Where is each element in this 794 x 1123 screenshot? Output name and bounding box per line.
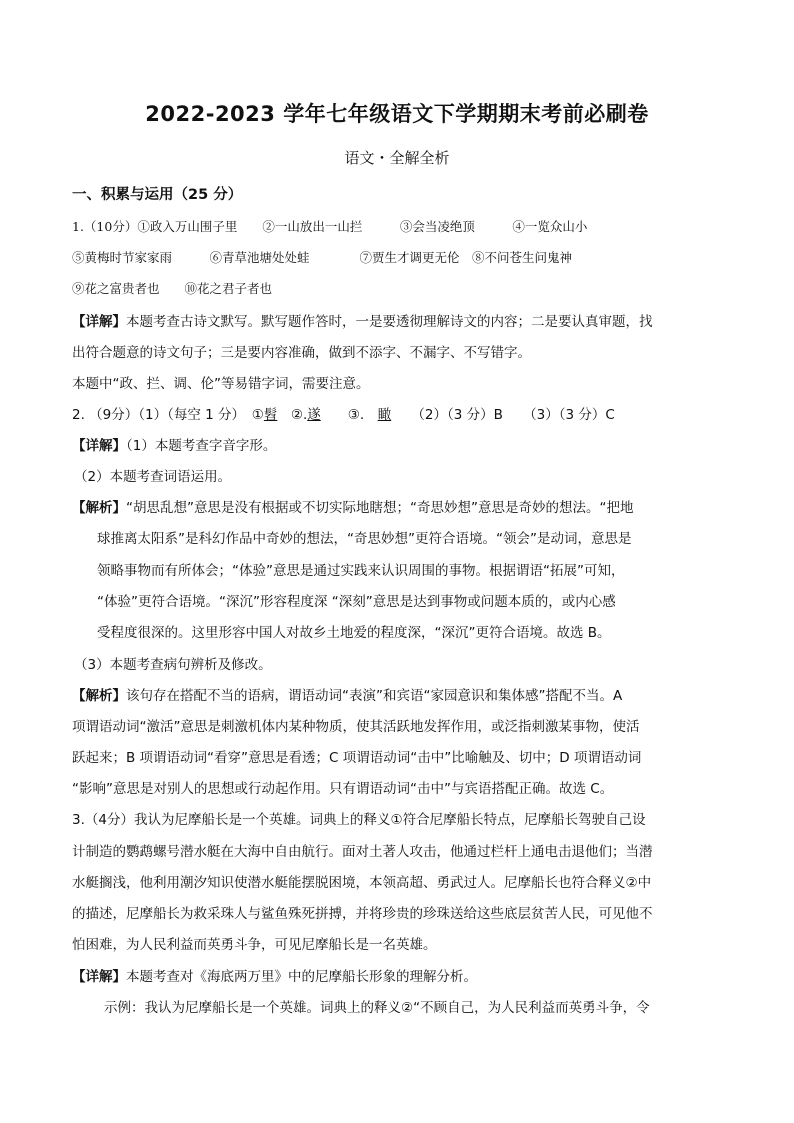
q3-answer-line-4: 的描述，尼摩船长为救采珠人与鲨鱼殊死拼搏，并将珍贵的珍珠送给这些底层贫苦人民，可见他不 <box>72 906 653 922</box>
q2-analysis2-line-3: 跃起来；B 项谓语动词“看穿”意思是看透；C 项谓语动词“击中”比喻触及、切中；D 项谓语动词 <box>72 750 642 766</box>
detail-text: 本题考查对《海底两万里》中的尼摩船长形象的理解分析。 <box>126 969 477 985</box>
q3-answer-line-3: 水艇搁浅，他利用潮汐知识使潜水艇能摆脱困境，本领高超、勇武过人。尼摩船长也符合释义②中 <box>72 875 652 891</box>
q3-answer-line-1: 3.（4分）我认为尼摩船长是一个英雄。词典上的释义①符合尼摩船长特点，尼摩船长驾驶自己设 <box>72 812 646 828</box>
q1-detail-line-1 <box>72 310 732 330</box>
q2-answer-2: 遂 <box>307 407 321 423</box>
page-title: 2022-2023 学年七年级语文下学期期末考前必刷卷 <box>145 102 649 126</box>
q2-answer-3: 瞰 <box>377 407 392 423</box>
q2-answer-1: 髫 <box>263 407 278 423</box>
analysis-text: “胡思乱想”意思是没有根据或不切实际地瞎想；“奇思妙想”意思是奇妙的想法。“把地 <box>126 500 634 516</box>
q2-suffix: （2）（3 分）B （3）（3 分）C <box>391 407 615 423</box>
q2-analysis2-line-2: 项谓语动词“激活”意思是刺激机体内某种物质，使其活跃地发挥作用，或泛指刺激某事物，使活 <box>72 719 640 735</box>
q2-detail-line-1 <box>72 434 732 454</box>
q2-analysis-line-4: “体验”更符合语境。“深沉”形容程度深 “深刻”意思是达到事物或问题本质的，或内心感 <box>97 594 616 610</box>
q2-analysis-line-2: 球推离太阳系”是科幻作品中奇妙的想法，“奇思妙想”更符合语境。“领会”是动词，意思是 <box>97 531 632 547</box>
q1-detail-line-2: 出符合题意的诗文句子；三是要内容准确，做到不添字、不漏字、不写错字。 <box>72 345 531 361</box>
q3-example-line: 示例：我认为尼摩船长是一个英雄。词典上的释义②“不顾自己，为人民利益而英勇斗争，令 <box>104 1000 650 1016</box>
q2-analysis2-line-4: “影响”意思是对别人的思想或行动起作用。只有谓语动词“击中”与宾语搭配正确。故选 C。 <box>72 781 614 797</box>
detail-tag: 【详解】 <box>72 438 126 454</box>
q1-answer-row-3: ⑨花之富贵者也 ⑩花之君子者也 <box>72 281 273 296</box>
detail-tag: 【详解】 <box>72 969 126 985</box>
q2-analysis-line-1 <box>72 496 732 516</box>
page-subtitle: 语文・全解全析 <box>344 149 450 167</box>
analysis-text: 该句存在搭配不当的语病，谓语动词“表演”和宾语“家园意识和集体感”搭配不当。A <box>126 688 623 704</box>
detail-text: （1）本题考查字音字形。 <box>126 438 277 454</box>
q2-analysis-line-5: 受程度很深的。这里形容中国人对故乡土地爱的程度深，“深沉”更符合语境。故选 B。 <box>97 625 611 641</box>
q2-detail-line-2: （2）本题考查词语运用。 <box>74 469 232 485</box>
detail-tag: 【详解】 <box>72 314 126 330</box>
section-heading: 一、积累与运用（25 分） <box>72 187 243 203</box>
q2-answer-row <box>72 403 732 423</box>
q3-answer-line-5: 怕困难，为人民利益而英勇斗争，可见尼摩船长是一名英雄。 <box>72 937 437 953</box>
analysis-tag: 【解析】 <box>72 500 126 516</box>
q2-sep-1: ②. <box>277 407 308 423</box>
q2-prefix: 2. （9分）（1）（每空 1 分） ① <box>72 407 264 423</box>
q1-answer-row-1: 1.（10分）①政入万山围子里 ②一山放出一山拦 ③会当凌绝顶 ④一览众山小 <box>72 219 588 234</box>
detail-text: 本题考查古诗文默写。默写题作答时，一是要透彻理解诗文的内容；二是要认真审题，找 <box>126 314 653 330</box>
q2-analysis-line-3: 领略事物而有所体会；“体验”意思是通过实践来认识周围的事物。根据谓语“拓展”可知， <box>97 563 625 579</box>
q3-detail-line-1 <box>72 965 732 985</box>
q2-detail-line-3: （3）本题考查病句辨析及修改。 <box>74 657 272 673</box>
q2-sep-2: ③. <box>320 407 378 423</box>
q3-answer-line-2: 计制造的鹦鹉螺号潜水艇在大海中自由航行。面对土著人攻击，他通过栏杆上通电击退他们；当潜 <box>72 844 653 860</box>
q1-answer-row-2: ⑤黄梅时节家家雨 ⑥青草池塘处处蛙 ⑦贾生才调更无伦 ⑧不问苍生问鬼神 <box>72 250 573 265</box>
q1-detail-line-3: 本题中“政、拦、调、伦”等易错字词，需要注意。 <box>72 376 370 392</box>
q2-analysis2-line-1 <box>72 684 732 704</box>
analysis-tag: 【解析】 <box>72 688 126 704</box>
